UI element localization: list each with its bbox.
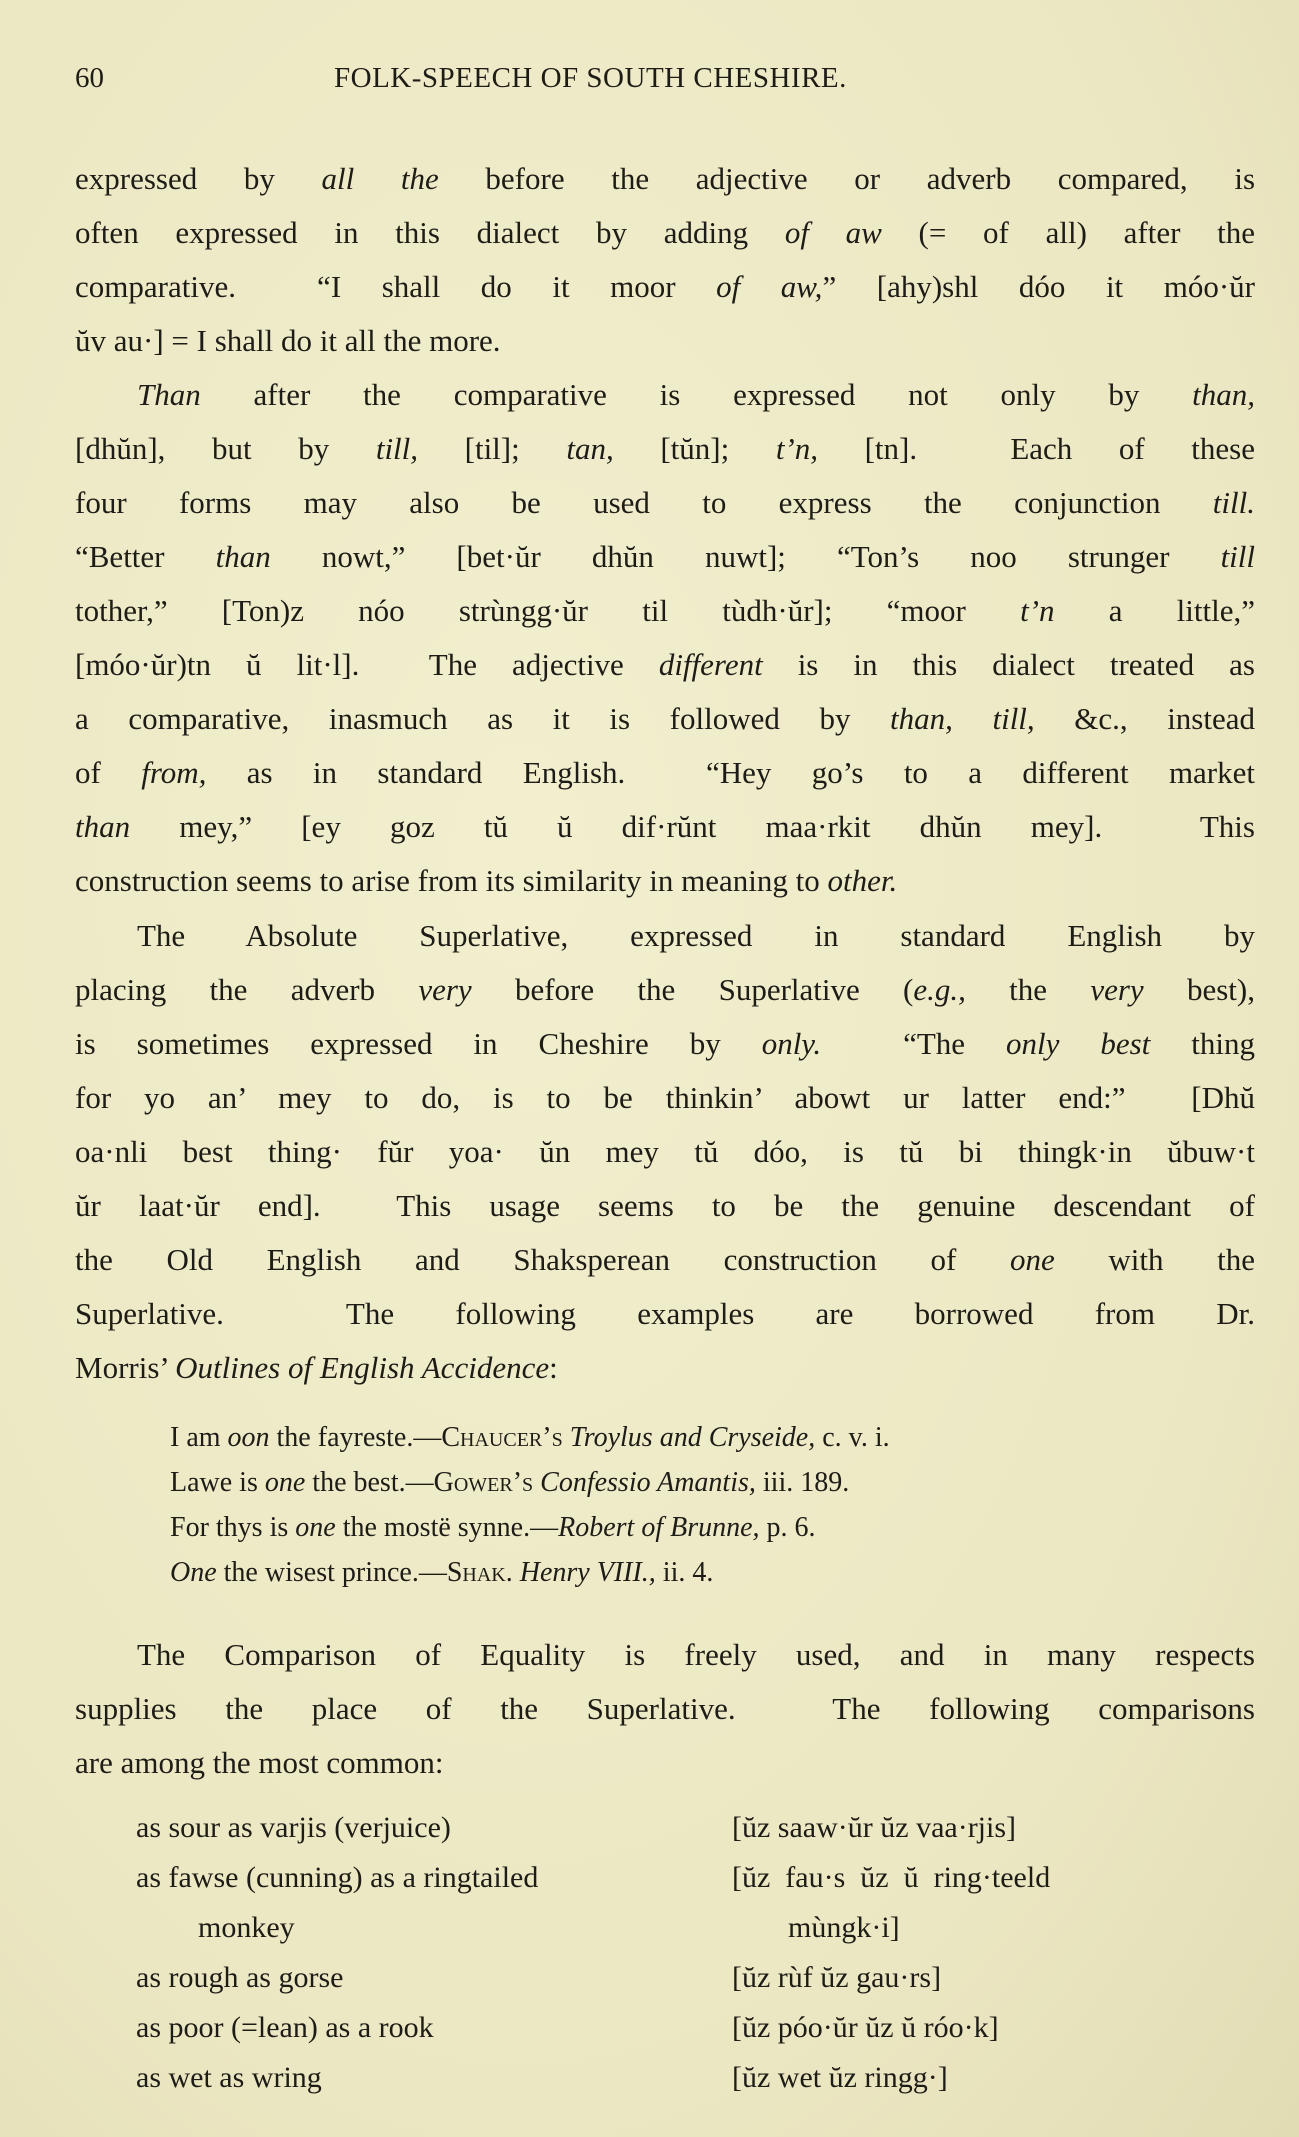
- italic-text: all the: [321, 161, 439, 196]
- text-line: [75, 422, 1255, 476]
- text-run: I am: [170, 1422, 228, 1453]
- page-number: 60: [75, 62, 104, 94]
- text-run: p. 6.: [759, 1512, 816, 1543]
- text-run: (= of all) after the: [881, 215, 1255, 250]
- text-line: [75, 909, 1255, 963]
- text-run: thing: [1150, 1026, 1255, 1061]
- text-line: [75, 1628, 1255, 1682]
- text-run: comparative. “I shall do it moor: [75, 269, 717, 304]
- text-run: For thys is: [170, 1512, 296, 1543]
- italic-text: till.: [1212, 485, 1255, 520]
- text-run: [tn]. Each of these: [818, 431, 1256, 466]
- comparison-phrase: as rough as gorse: [136, 1961, 344, 1994]
- text-line: [75, 746, 1255, 800]
- text-line: [75, 1287, 1255, 1341]
- text-run: the: [965, 972, 1091, 1007]
- italic-text: one: [295, 1512, 336, 1543]
- text-line: [75, 206, 1255, 260]
- comparisons-list: [136, 1803, 1256, 2103]
- text-run: with the: [1054, 1242, 1255, 1277]
- pronunciation: [ŭz fau·s ŭz ŭ ring·teeld: [732, 1861, 1051, 1894]
- text-line: [75, 1233, 1255, 1287]
- italic-text: one: [1009, 1242, 1055, 1277]
- text-line: [75, 638, 1255, 692]
- italic-text: of aw: [784, 215, 882, 250]
- italic-text: different: [658, 647, 763, 682]
- italic-text: Troylus and Cryseide,: [569, 1422, 816, 1453]
- text-line: [75, 314, 1255, 368]
- italic-text: one: [264, 1467, 306, 1498]
- text-run: after the comparative is expressed not only by: [200, 377, 1193, 412]
- text-run: mey,” [ey goz tŭ ŭ dif·rŭnt maa·rkit dhŭn mey]. This: [130, 809, 1255, 844]
- pronunciation: [ŭz rùf ŭz gau·rs]: [732, 1961, 942, 1994]
- text-line: [75, 1341, 1255, 1395]
- italic-text: of aw,: [716, 269, 823, 304]
- text-run: the mostë synne.—: [335, 1512, 559, 1543]
- paragraph: [75, 909, 1255, 1395]
- text-run: of: [75, 755, 142, 790]
- comparison-row: [136, 1853, 1256, 1903]
- italic-text: t’n: [1020, 593, 1055, 628]
- text-run: supplies the place of the Superlative. The following comparisons: [75, 1691, 1255, 1726]
- text-run: [dhŭn], but by: [75, 431, 376, 466]
- quotation-block: [170, 1415, 1220, 1595]
- italic-text: e.g.,: [913, 972, 966, 1007]
- pronunciation: [ŭz póo·ŭr ŭz ŭ róo·k]: [732, 2011, 999, 2044]
- text-run: as in standard English. “Hey go’s to a different market: [206, 755, 1256, 790]
- text-run: Lawe is: [170, 1467, 265, 1498]
- text-line: [75, 260, 1255, 314]
- text-run: “The: [821, 1026, 1006, 1061]
- text-line: [75, 530, 1255, 584]
- text-run: four forms may also be used to express the conjunction: [75, 485, 1213, 520]
- italic-text: from,: [141, 755, 207, 790]
- italic-text: Confessio Amantis,: [540, 1467, 756, 1498]
- text-line: [75, 368, 1255, 422]
- text-run: :: [549, 1350, 558, 1385]
- comparison-row: [136, 2003, 1256, 2053]
- quotation-line: [170, 1460, 1220, 1505]
- text-line: [75, 1736, 1255, 1790]
- text-run: “Better: [75, 539, 216, 574]
- text-line: [75, 152, 1255, 206]
- italic-text: only.: [761, 1026, 822, 1061]
- text-run: the Old English and Shaksperean construction of: [75, 1242, 1010, 1277]
- text-run: ŭr laat·ŭr end]. This usage seems to be the genuine descendant of: [75, 1188, 1255, 1223]
- italic-text: oon: [227, 1422, 270, 1453]
- text-run: [513, 1557, 520, 1588]
- italic-text: till,: [375, 431, 419, 466]
- paragraph: [75, 1628, 1255, 1790]
- text-run: the best.—: [305, 1467, 434, 1498]
- comparison-phrase: as sour as varjis (verjuice): [136, 1811, 451, 1844]
- quotation-line: [170, 1505, 1220, 1550]
- italic-text: till: [1220, 539, 1256, 574]
- text-run: are among the most common:: [75, 1745, 444, 1780]
- comparison-phrase: as poor (=lean) as a rook: [136, 2011, 434, 2044]
- text-run: a comparative, inasmuch as it is followed by: [75, 701, 891, 736]
- text-run: [til];: [418, 431, 567, 466]
- quotation-line: [170, 1550, 1220, 1595]
- comparison-phrase: monkey: [198, 1911, 295, 1944]
- text-run: is in this dialect treated as: [762, 647, 1255, 682]
- text-line: [75, 1017, 1255, 1071]
- text-run: the wisest prince.—: [216, 1557, 447, 1588]
- text-run: the fayreste.—: [269, 1422, 442, 1453]
- italic-text: very: [418, 972, 472, 1007]
- italic-text: very: [1090, 972, 1144, 1007]
- italic-text: Outlines of English Accidence: [175, 1350, 550, 1385]
- comparison-row: [136, 2053, 1256, 2103]
- text-run: construction seems to arise from its similarity in meaning to: [75, 863, 828, 898]
- quotation-line: [170, 1415, 1220, 1460]
- text-line: [75, 963, 1255, 1017]
- text-line: [75, 854, 1255, 908]
- comparison-phrase: as fawse (cunning) as a ringtailed: [136, 1861, 539, 1894]
- running-title: FOLK-SPEECH OF SOUTH CHESHIRE.: [334, 62, 847, 94]
- italic-text: Than: [137, 377, 201, 412]
- italic-text: One: [170, 1557, 217, 1588]
- pronunciation: mùngk·i]: [788, 1911, 900, 1944]
- italic-text: t’n,: [775, 431, 818, 466]
- pronunciation: [ŭz wet ŭz ringg·]: [732, 2061, 948, 2094]
- italic-text: only best: [1006, 1026, 1151, 1061]
- comparison-phrase: as wet as wring: [136, 2061, 322, 2094]
- text-run: for yo an’ mey to do, is to be thinkin’ abowt ur latter end:” [Dhŭ: [75, 1080, 1255, 1115]
- text-run: best),: [1143, 972, 1255, 1007]
- text-run: placing the adverb: [75, 972, 419, 1007]
- text-run: The Absolute Superlative, expressed in standard English by: [137, 918, 1255, 953]
- text-run: nowt,” [bet·ŭr dhŭn nuwt]; “Ton’s noo strunger: [270, 539, 1221, 574]
- text-run: Morris’: [75, 1350, 176, 1385]
- paragraph: [75, 368, 1255, 908]
- small-caps-text: Gower’s: [433, 1467, 534, 1498]
- text-line: [75, 1125, 1255, 1179]
- text-line: [75, 1682, 1255, 1736]
- text-run: is sometimes expressed in Cheshire by: [75, 1026, 762, 1061]
- text-run: expressed by: [75, 161, 322, 196]
- italic-text: than: [215, 539, 271, 574]
- text-run: [563, 1422, 570, 1453]
- text-run: c. v. i.: [815, 1422, 890, 1453]
- text-line: [75, 1071, 1255, 1125]
- text-run: ” [ahy)shl dóo it móo·ŭr: [822, 269, 1255, 304]
- text-run: Superlative. The following examples are borrowed from Dr.: [75, 1296, 1255, 1331]
- text-run: before the adjective or adverb compared, is: [438, 161, 1256, 196]
- text-run: ŭv au·] = I shall do it all the more.: [75, 323, 501, 358]
- italic-text: other.: [827, 863, 898, 898]
- text-run: tother,” [Ton)z nóo strùngg·ŭr til tùdh·ŭr]; “moor: [75, 593, 1021, 628]
- comparison-row: [136, 1903, 1256, 1953]
- text-run: a little,”: [1054, 593, 1255, 628]
- text-run: [móo·ŭr)tn ŭ lit·l]. The adjective: [75, 647, 659, 682]
- text-line: [75, 584, 1255, 638]
- italic-text: than, till,: [890, 701, 1035, 736]
- text-run: before the Superlative (: [471, 972, 914, 1007]
- text-run: ii. 4.: [655, 1557, 714, 1588]
- text-run: &c., instead: [1034, 701, 1255, 736]
- comparison-row: [136, 1953, 1256, 2003]
- text-run: often expressed in this dialect by adding: [75, 215, 785, 250]
- italic-text: Robert of Brunne,: [558, 1512, 760, 1543]
- text-run: [tŭn];: [613, 431, 776, 466]
- text-line: [75, 476, 1255, 530]
- text-line: [75, 692, 1255, 746]
- small-caps-text: Chaucer’s: [441, 1422, 563, 1453]
- text-run: The Comparison of Equality is freely used, and in many respects: [137, 1637, 1255, 1672]
- paragraph: [75, 152, 1255, 368]
- text-line: [75, 1179, 1255, 1233]
- text-line: [75, 800, 1255, 854]
- small-caps-text: Shak.: [446, 1557, 513, 1588]
- italic-text: Henry VIII.,: [519, 1557, 656, 1588]
- comparison-row: [136, 1803, 1256, 1853]
- text-run: iii. 189.: [755, 1467, 850, 1498]
- italic-text: than,: [1192, 377, 1255, 412]
- text-run: oa·nli best thing· fŭr yoa· ŭn mey tŭ dóo, is tŭ bi thingk·in ŭbuw·t: [75, 1134, 1255, 1169]
- italic-text: tan,: [566, 431, 614, 466]
- pronunciation: [ŭz saaw·ŭr ŭz vaa·rjis]: [732, 1811, 1017, 1844]
- italic-text: than: [75, 809, 131, 844]
